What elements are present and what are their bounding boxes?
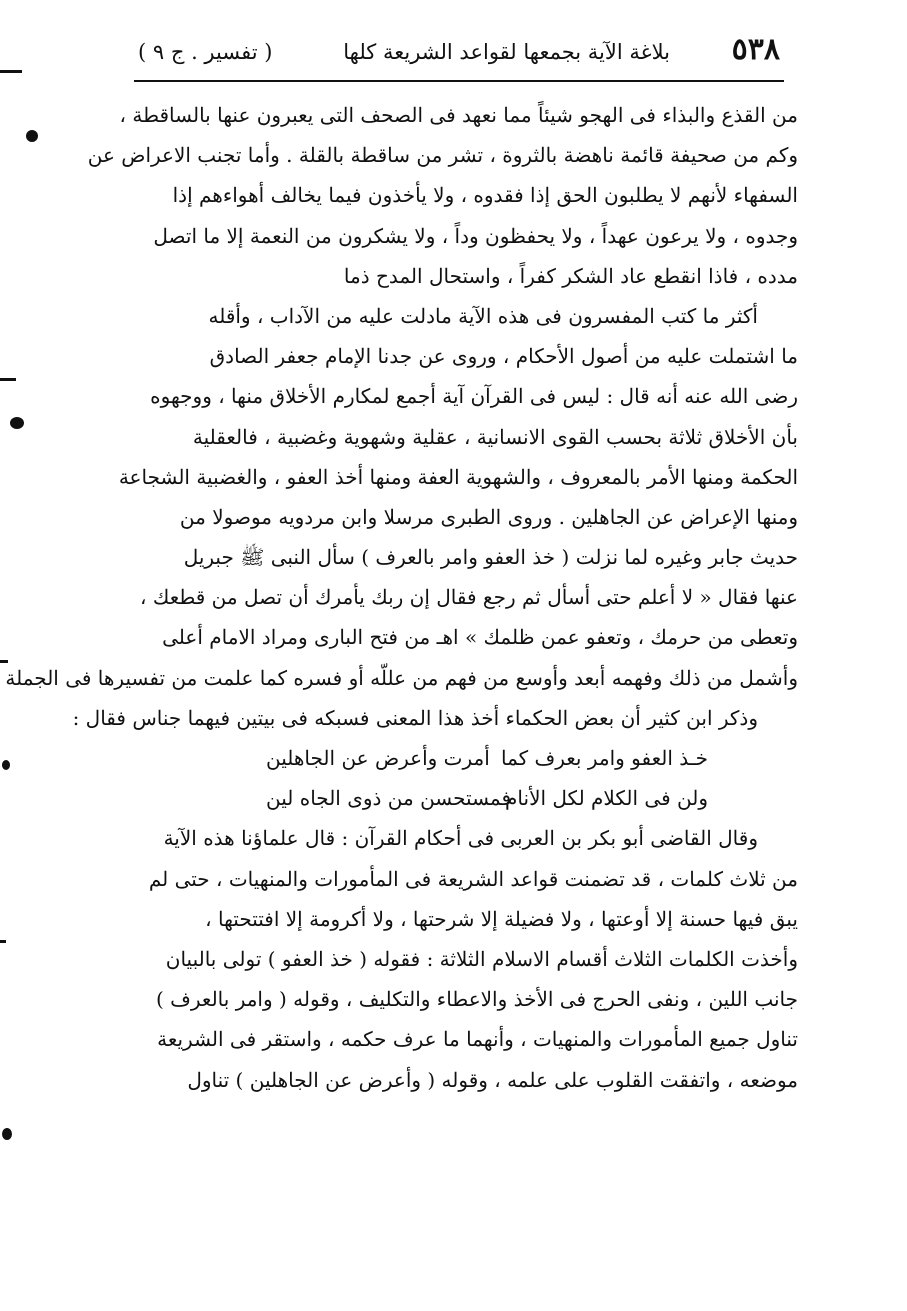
ink-blot	[2, 1128, 12, 1140]
poem-first-hemistich: خـذ العفو وامر بعرف كما	[500, 746, 708, 770]
text-line: السفهاء لأنهم لا يطلبون الحق إذا فقدوه ، ولا يأخذون فيما يخالف أهواءهم إذا	[172, 183, 798, 208]
text-line: من القذع والبذاء فى الهجو شيئاً مما نعهد فى الصحف التى يعبرون عنها بالساقطة ،	[119, 103, 798, 127]
paragraph-start: وذكر ابن كثير أن بعض الحكماء أخذ هذا المعنى فسبكه فى بيتين فيهما جناس فقال :	[72, 705, 758, 730]
text-line: بأن الأخلاق ثلاثة بحسب القوى الانسانية ، عقلية وشهوية وغضبية ، فالعقلية	[192, 424, 798, 449]
running-title: بلاغة الآية بجمعها لقواعد الشريعة كلها	[343, 40, 670, 64]
text-line: وأشمل من ذلك وفهمه أبعد وأوسع من فهم من عللّه أو فسره كما علمت من تفسيرها فى الجملة	[5, 665, 798, 690]
text-line: مدده ، فاذا انقطع عاد الشكر كفراً ، واستحال المدح ذما	[343, 263, 798, 288]
header-rule	[134, 80, 784, 82]
text-line: رضى الله عنه أنه قال : ليس فى القرآن آية أجمع لمكارم الأخلاق منها ، ووجهوه	[150, 384, 798, 409]
margin-mark	[0, 940, 6, 943]
page-number: ٥٣٨	[731, 32, 780, 67]
text-line: وكم من صحيفة قائمة ناهضة بالثروة ، تشر من ساقطة بالقلة . وأما تجنب الاعراض عن	[87, 143, 798, 168]
text-line: تناول جميع المأمورات والمنهيات ، وأنهما ما عرف حكمه ، واستقر فى الشريعة	[157, 1027, 798, 1052]
ink-blot	[2, 760, 10, 770]
text-line: ما اشتملت عليه من أصول الأحكام ، وروى عن جدنا الإمام جعفر الصادق	[209, 344, 798, 369]
text-line: وجدوه ، ولا يرعون عهداً ، ولا يحفظون وداً ، ولا يشكرون من النعمة إلا ما اتصل	[153, 223, 798, 248]
text-line: الحكمة ومنها الأمر بالمعروف ، والشهوية العفة ومنها أخذ العفو ، والغضبية الشجاعة	[118, 464, 798, 489]
text-line: وأخذت الكلمات الثلاث أقسام الاسلام الثلاثة : فقوله ( خذ العفو ) تولى بالبيان	[165, 946, 798, 971]
ink-blot	[10, 417, 24, 429]
body-text	[5, 95, 798, 1100]
poem-second-hemistich: فمستحسن من ذوى الجاه لين	[266, 786, 512, 811]
poem-first-hemistich: ولن فى الكلام لكل الأنام	[505, 786, 708, 811]
ink-blot	[26, 130, 38, 142]
text-line: موضعه ، واتفقت القلوب على علمه ، وقوله ( وأعرض عن الجاهلين ) تناول	[187, 1067, 798, 1092]
poem-verse	[108, 738, 798, 778]
text-line: حديث جابر وغيره لما نزلت ( خذ العفو وامر بالعرف ) سأل النبى ﷺ جبريل	[183, 545, 798, 570]
text-line: عنها فقال « لا أعلم حتى أسأل ثم رجع فقال إن ربك يأمرك أن تصل من قطعك ،	[140, 585, 798, 610]
page-header	[138, 30, 780, 76]
margin-mark	[0, 70, 22, 73]
text-line: من ثلاث كلمات ، قد تضمنت قواعد الشريعة فى المأمورات والمنهيات ، حتى لم	[148, 866, 798, 891]
text-line: ومنها الإعراض عن الجاهلين . وروى الطبرى مرسلا وابن مردويه موصولا من	[179, 504, 798, 529]
paragraph-start: وقال القاضى أبو بكر بن العربى فى أحكام القرآن : قال علماؤنا هذه الآية	[163, 826, 758, 851]
poem-verse	[108, 778, 798, 818]
margin-mark	[0, 378, 16, 381]
poem-second-hemistich: أمرت وأعرض عن الجاهلين	[266, 746, 490, 770]
text-line: وتعطى من حرمك ، وتعفو عمن ظلمك » اهـ من فتح البارى ومراد الامام أعلى	[162, 625, 798, 650]
text-line: يبق فيها حسنة إلا أوعتها ، ولا فضيلة إلا شرحتها ، ولا أكرومة إلا افتتحتها ،	[205, 906, 798, 931]
paragraph-start: أكثر ما كتب المفسرون فى هذه الآية مادلت عليه من الآداب ، وأقله	[208, 303, 758, 328]
text-line: جانب اللين ، ونفى الحرج فى الأخذ والاعطاء والتكليف ، وقوله ( وامر بالعرف )	[156, 987, 798, 1012]
volume-label: ( تفسير . ج ٩ )	[138, 40, 273, 64]
